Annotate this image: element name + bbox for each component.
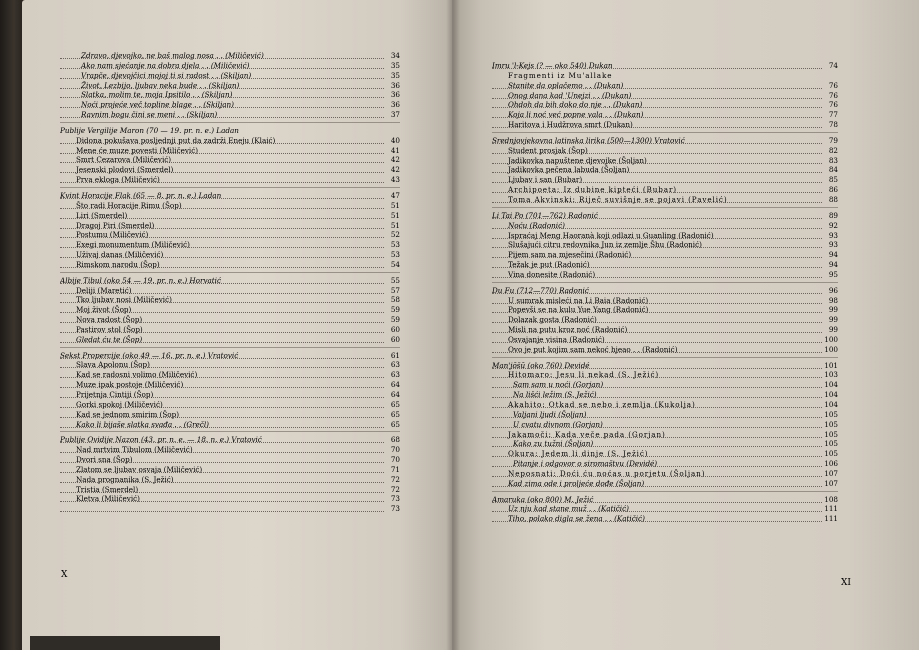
toc-entry bbox=[60, 465, 400, 475]
toc-entry bbox=[492, 175, 838, 185]
toc-entry-page: 73 bbox=[390, 494, 400, 504]
toc-entry-page: 59 bbox=[390, 315, 400, 325]
toc-entry bbox=[492, 325, 838, 335]
toc-entry-title: Težak je put (Radonić) bbox=[508, 260, 590, 270]
toc-entry bbox=[60, 221, 400, 231]
toc-entry-page: 78 bbox=[828, 120, 838, 130]
toc-entry-page: 65 bbox=[390, 409, 400, 419]
toc-entry-page: 82 bbox=[828, 145, 838, 155]
toc-entry bbox=[60, 61, 400, 71]
toc-entry bbox=[60, 81, 400, 91]
toc-entry-page: 111 bbox=[824, 504, 838, 514]
toc-section-heading bbox=[60, 126, 400, 136]
toc-entry-title: Postumu (Miličević) bbox=[76, 230, 149, 240]
toc-entry-page: 86 bbox=[828, 185, 838, 195]
toc-entry-title: U cvatu divnom (Gorjan) bbox=[513, 419, 603, 429]
toc-entry-title: Kako zu tužni (Šoljan) bbox=[513, 439, 594, 449]
toc-entry-title: Neposnati: Doći ću noćas u porjetu (Šoljan) bbox=[508, 468, 706, 478]
toc-entry-title: Rimskom narodu (Šop) bbox=[76, 259, 160, 269]
toc-entry-title: Pitanje i odgovor o siromaštvu (Devidé) bbox=[513, 459, 658, 469]
toc-entry-title: Mene će muze povesti (Miličević) bbox=[76, 145, 199, 155]
toc-entry bbox=[60, 400, 400, 410]
toc-entry bbox=[60, 420, 400, 430]
toc-section-heading bbox=[60, 351, 400, 361]
toc-entry bbox=[492, 270, 838, 280]
toc-entry bbox=[60, 201, 400, 211]
section-divider bbox=[60, 431, 400, 432]
toc-entry bbox=[492, 420, 838, 430]
toc-entry-title: Fragmenti iz Mu'allake bbox=[508, 70, 613, 80]
toc-entry bbox=[60, 390, 400, 400]
toc-entry-title: Život, Lezbijo, ljubav neka bude . . (Skiljan) bbox=[81, 80, 240, 90]
toc-entry-page: 105 bbox=[824, 429, 838, 439]
section-divider bbox=[60, 272, 400, 273]
toc-entry-page: 51 bbox=[390, 220, 400, 230]
toc-entry-title: Kako li bijaše slatka svađa . . (Grečl) bbox=[76, 419, 209, 429]
toc-entry bbox=[492, 221, 838, 231]
toc-entry bbox=[60, 315, 400, 325]
toc-entry-page: 40 bbox=[390, 135, 400, 145]
toc-entry-title: Ako nam sjećanje na dobra djela . . (Miličević) bbox=[81, 60, 250, 70]
toc-entry bbox=[60, 240, 400, 250]
toc-entry-title: Sam sam u noći (Gorjan) bbox=[513, 380, 604, 390]
shadow-strip bbox=[30, 636, 220, 650]
toc-entry bbox=[60, 504, 400, 514]
toc-entry bbox=[492, 459, 838, 469]
toc-entry bbox=[60, 146, 400, 156]
toc-entry-page: 59 bbox=[390, 305, 400, 315]
toc-entry-title: Tko ljubav nosi (Miličević) bbox=[76, 295, 172, 305]
toc-entry bbox=[492, 430, 838, 440]
toc-entry bbox=[492, 100, 838, 110]
toc-entry bbox=[60, 110, 400, 120]
toc-entry-title: Muze ipak postoje (Miličević) bbox=[76, 380, 184, 390]
toc-entry-title: Exegi monumentum (Miličević) bbox=[76, 240, 190, 250]
toc-entry bbox=[492, 335, 838, 345]
toc-entry-title: Ispraćaj Meng Haoranà koji odlazi u Guanling (Radonić) bbox=[508, 230, 714, 240]
toc-entry-title: Ovo je put kojim sam nekoć hjeao . . (Radonić) bbox=[508, 344, 678, 354]
toc-entry-title: Misli na putu kroz noć (Radonić) bbox=[508, 325, 628, 335]
toc-entry bbox=[60, 370, 400, 380]
toc-entry-title: Amaruka (oko 800) M. Ježić bbox=[492, 494, 594, 504]
toc-entry-page: 95 bbox=[828, 269, 838, 279]
section-divider bbox=[492, 357, 838, 358]
toc-entry bbox=[492, 410, 838, 420]
toc-entry bbox=[60, 211, 400, 221]
toc-entry-title: Ohdoh da bih doko do nje . . (Dukan) bbox=[508, 100, 643, 110]
toc-entry-page: 100 bbox=[824, 334, 838, 344]
toc-entry-title: Srednjovjekovna latinska lirika (500—1300) Vratović bbox=[492, 135, 685, 145]
toc-entry-page: 108 bbox=[824, 494, 838, 504]
toc-entry-title: U sumrak misleći na Li Baia (Radonić) bbox=[508, 295, 649, 305]
toc-entry-page: 36 bbox=[390, 90, 400, 100]
toc-entry-title: Hitomaro: Jesu li nekad (S. Ježić) bbox=[508, 370, 660, 380]
toc-entry-page: 64 bbox=[390, 390, 400, 399]
section-divider bbox=[60, 347, 400, 348]
toc-entry bbox=[60, 380, 400, 390]
toc-entry bbox=[60, 175, 400, 185]
toc-entry-page: 101 bbox=[824, 360, 838, 370]
toc-entry-page: 107 bbox=[824, 468, 838, 478]
toc-entry-title: Stanite da oplačemo . . (Dukan) bbox=[508, 80, 624, 90]
toc-entry-page: 77 bbox=[828, 110, 838, 120]
toc-entry-page: 57 bbox=[390, 285, 400, 295]
toc-entry-title: Slušajući citru redovnika Jun iz zemlje Šhu (Radonić) bbox=[508, 240, 702, 250]
toc-entry-page: 105 bbox=[824, 449, 838, 459]
toc-entry-page: 107 bbox=[824, 478, 838, 488]
toc-entry bbox=[60, 335, 400, 345]
toc-entry-title: Slava Apolonu (Šop) bbox=[76, 360, 150, 370]
toc-entry-title: Kletva (Miličević) bbox=[76, 494, 140, 504]
toc-entry-title: Kad zima ode i proljeće dođe (Šoljan) bbox=[508, 478, 645, 488]
toc-entry-page: 65 bbox=[390, 419, 400, 429]
toc-entry-title: Imru 'l-Kejs (? — oko 540) Dukan bbox=[492, 61, 613, 70]
toc-entry bbox=[492, 390, 838, 400]
toc-entry bbox=[492, 156, 838, 166]
toc-entry-title: Li Tai Po (701—762) Radonić bbox=[492, 210, 598, 220]
toc-entry-page: 60 bbox=[390, 324, 400, 334]
toc-entry-page: 53 bbox=[390, 240, 400, 250]
toc-entry bbox=[492, 315, 838, 325]
toc-entry-page: 105 bbox=[824, 419, 838, 429]
toc-entry bbox=[492, 110, 838, 120]
toc-entry bbox=[492, 296, 838, 306]
toc-entry-page: 35 bbox=[390, 70, 400, 80]
toc-entry bbox=[60, 155, 400, 165]
toc-entry-page: 98 bbox=[828, 295, 838, 305]
toc-entry-title: Valjani ljudi (Šoljan) bbox=[513, 409, 587, 419]
toc-entry bbox=[60, 100, 400, 110]
toc-section-heading bbox=[492, 211, 838, 221]
toc-entry-page: 68 bbox=[390, 435, 400, 445]
toc-entry-title: Popevši se na kulu Yue Yang (Radonić) bbox=[508, 305, 649, 315]
toc-entry-page: 60 bbox=[390, 334, 400, 344]
toc-section-heading bbox=[492, 61, 838, 71]
toc-entry-title: Osvajanje visina (Radonić) bbox=[508, 334, 605, 344]
toc-entry-title: Dragoj Piri (Smerdel) bbox=[76, 220, 155, 230]
toc-entry-page: 104 bbox=[824, 380, 838, 390]
toc-entry-page: 104 bbox=[824, 390, 838, 400]
toc-entry-page: 99 bbox=[828, 325, 838, 335]
toc-entry-title: Gledat ću te (Šop) bbox=[76, 334, 143, 344]
toc-entry-title: Zdravo, djevojko, ne baš malog nosa . . (Miličević) bbox=[81, 51, 264, 60]
section-divider bbox=[492, 282, 838, 283]
toc-section-heading bbox=[492, 136, 838, 146]
toc-entry-page: 106 bbox=[824, 459, 838, 469]
section-divider bbox=[60, 187, 400, 188]
toc-entry-page: 74 bbox=[828, 61, 838, 70]
toc-entry-title: Na lišći ležim (S. Ježić) bbox=[513, 390, 597, 400]
toc-entry-title: Noći projeće več topline blage . . (Skiljan) bbox=[81, 100, 234, 110]
toc-entry bbox=[60, 305, 400, 315]
toc-entry bbox=[492, 260, 838, 270]
toc-entry-page: 70 bbox=[390, 455, 400, 465]
toc-entry-title: Vina donesite (Radonić) bbox=[508, 269, 596, 279]
toc-section-heading bbox=[492, 495, 838, 505]
toc-entry-title: Noću (Radonić) bbox=[508, 220, 565, 230]
toc-entry-page: 63 bbox=[390, 370, 400, 380]
toc-entry bbox=[60, 410, 400, 420]
toc-entry-title: Koja li noć već popne vala . . (Dukan) bbox=[508, 110, 644, 120]
toc-entry bbox=[492, 370, 838, 380]
dot-leader bbox=[60, 504, 384, 512]
toc-entry-title: Du Fu (712—770) Radonić bbox=[492, 285, 589, 295]
toc-entry-page: 54 bbox=[390, 259, 400, 269]
toc-entry-title: Publije Vergilije Maron (70 — 19. pr. n. e.) Ladan bbox=[60, 125, 239, 135]
toc-section-heading bbox=[60, 435, 400, 445]
toc-entry bbox=[60, 250, 400, 260]
toc-entry-page: 103 bbox=[824, 370, 838, 380]
toc-entry-page: 42 bbox=[390, 165, 400, 175]
toc-entry-page: 37 bbox=[390, 110, 400, 120]
toc-entry-title: Uživaj danas (Miličević) bbox=[76, 250, 164, 260]
toc-entry-page: 43 bbox=[390, 175, 400, 185]
toc-entry-page: 65 bbox=[390, 399, 400, 409]
toc-entry-page: 99 bbox=[828, 305, 838, 315]
toc-entry-title: Kad se jednom smirim (Šop) bbox=[76, 409, 180, 419]
toc-entry bbox=[60, 286, 400, 296]
toc-entry-page: 70 bbox=[390, 445, 400, 455]
toc-entry-page: 63 bbox=[390, 360, 400, 370]
toc-entry-page: 104 bbox=[824, 400, 838, 409]
toc-entry-page: 61 bbox=[390, 350, 400, 360]
toc-section-heading bbox=[60, 276, 400, 286]
toc-entry-page: 71 bbox=[390, 464, 400, 474]
toc-entry-title: Nova radost (Šop) bbox=[76, 315, 143, 325]
left-page-folio: X bbox=[61, 570, 68, 580]
toc-entry-title: Tristia (Smerdel) bbox=[76, 484, 139, 494]
toc-entry-page: 72 bbox=[390, 474, 400, 484]
toc-entry-page: 72 bbox=[390, 484, 400, 494]
toc-entry-page: 35 bbox=[390, 60, 400, 70]
toc-entry-page: 94 bbox=[828, 250, 838, 260]
toc-entry-title: Didona pokušava posljednji put da zadrži Eneju (Klaić) bbox=[76, 135, 276, 145]
toc-entry bbox=[492, 504, 838, 514]
toc-entry bbox=[60, 295, 400, 305]
toc-entry-title: Slatka, molim te, moja Ipsitilo . . (Skiljan) bbox=[81, 90, 233, 100]
toc-entry-page: 94 bbox=[828, 260, 838, 270]
toc-entry-page: 53 bbox=[390, 250, 400, 260]
toc-entry bbox=[60, 51, 400, 61]
book-gutter bbox=[446, 0, 460, 650]
toc-entry bbox=[492, 514, 838, 524]
toc-entry-title: Man'jōšū (oko 760) Devidé bbox=[492, 360, 590, 370]
toc-entry-title: Gorki spokoj (Miličević) bbox=[76, 399, 163, 409]
toc-entry-title: Sekst Propercije (oko 49 — 16. pr. n. e.) Vratović bbox=[60, 350, 239, 360]
toc-entry bbox=[492, 400, 838, 410]
toc-entry-title: Zlatom se ljubav osvaja (Miličević) bbox=[76, 464, 203, 474]
toc-entry bbox=[60, 165, 400, 175]
toc-entry-title: Nad mrtvim Tibulom (Miličević) bbox=[76, 445, 193, 455]
toc-entry bbox=[492, 250, 838, 260]
toc-entry-page: 73 bbox=[390, 504, 400, 514]
section-divider bbox=[492, 207, 838, 208]
toc-entry bbox=[60, 136, 400, 146]
toc-entry bbox=[492, 439, 838, 449]
toc-entry-page: 76 bbox=[828, 80, 838, 90]
toc-entry bbox=[492, 71, 838, 81]
toc-entry bbox=[492, 380, 838, 390]
toc-entry-title: Jadikovka napuštene djevojke (Šoljan) bbox=[508, 155, 647, 165]
right-table-of-contents bbox=[492, 58, 838, 524]
toc-entry-title: Archipoeta: Iz dubine kipteći (Bubar) bbox=[508, 185, 677, 195]
toc-entry-title bbox=[60, 504, 76, 513]
toc-entry-page: 99 bbox=[828, 315, 838, 325]
toc-entry-title: Moj život (Šop) bbox=[76, 305, 132, 315]
toc-entry-page: 36 bbox=[390, 100, 400, 110]
toc-entry bbox=[492, 195, 838, 205]
toc-entry-page: 100 bbox=[824, 344, 838, 354]
toc-entry-title: Vrapče, djevojčici mojoj ti si radost . . (Skiljan) bbox=[81, 70, 252, 80]
toc-entry-title: Deliji (Maretić) bbox=[76, 285, 132, 295]
toc-entry-page: 88 bbox=[828, 194, 838, 204]
toc-entry-title: Okura: Jedem li dinje (S. Ježić) bbox=[508, 449, 649, 459]
section-divider bbox=[60, 122, 400, 123]
toc-entry-title: Jesenski plodovi (Smerdel) bbox=[76, 165, 174, 175]
toc-entry bbox=[492, 81, 838, 91]
toc-section-heading bbox=[492, 361, 838, 371]
toc-entry-title: Smrt Cezarova (Miličević) bbox=[76, 155, 172, 165]
left-table-of-contents bbox=[60, 51, 400, 514]
toc-entry bbox=[492, 231, 838, 241]
toc-entry-title: Haritova i Hudžrova smrt (Dukan) bbox=[508, 120, 633, 130]
toc-entry bbox=[492, 469, 838, 479]
toc-entry-title: Kvint Horacije Flak (65 — 8. pr. n. e.) Ladan bbox=[60, 190, 222, 200]
toc-entry bbox=[492, 120, 838, 130]
toc-entry-page: 47 bbox=[390, 190, 400, 200]
toc-entry-title: Publije Ovidije Nazon (43. pr. n. e. — 18. n. e.) Vratović bbox=[60, 435, 262, 445]
toc-entry-page: 89 bbox=[828, 210, 838, 220]
toc-entry-title: Ravnim bogu čini se meni . . (Skiljan) bbox=[81, 110, 218, 120]
toc-entry bbox=[60, 485, 400, 495]
toc-entry-title: Ljubav i san (Bubar) bbox=[508, 175, 583, 185]
toc-entry bbox=[60, 445, 400, 455]
toc-entry bbox=[492, 305, 838, 315]
toc-entry-title: Onog dana kad 'Unejzi . . (Dukan) bbox=[508, 90, 632, 100]
toc-entry-page: 96 bbox=[828, 285, 838, 295]
toc-entry bbox=[492, 146, 838, 156]
toc-entry bbox=[492, 185, 838, 195]
section-divider bbox=[492, 491, 838, 492]
toc-section-heading bbox=[492, 286, 838, 296]
toc-entry-page: 76 bbox=[828, 90, 838, 100]
toc-entry-title: Kad se radosni volimo (Miličević) bbox=[76, 370, 198, 380]
toc-entry bbox=[60, 455, 400, 465]
toc-entry bbox=[492, 91, 838, 101]
toc-entry-page: 111 bbox=[824, 514, 838, 524]
toc-entry-title: Dolazak gosta (Radonić) bbox=[508, 315, 597, 325]
toc-entry-page: 105 bbox=[824, 409, 838, 419]
toc-entry-title: Prijetnja Cintiji (Šop) bbox=[76, 390, 154, 399]
toc-entry-page: 93 bbox=[828, 230, 838, 240]
section-divider bbox=[492, 132, 838, 133]
toc-entry-title: Tiho, polako digla se žena . . (Katičić) bbox=[508, 514, 645, 524]
toc-entry-title: Jadikovka pečena labuda (Šoljan) bbox=[508, 165, 630, 175]
toc-entry-title: Albije Tibul (oko 54 — 19. pr. n. e.) Horvatić bbox=[60, 275, 222, 285]
toc-entry-title: Uz nju kad stane muž . . (Katičić) bbox=[508, 504, 629, 514]
toc-entry-title: Akahito: Otkad se nebo i zemlja (Kukolja) bbox=[508, 400, 696, 409]
toc-entry-page: 83 bbox=[828, 155, 838, 165]
toc-entry bbox=[60, 71, 400, 81]
toc-entry-page: 51 bbox=[390, 210, 400, 220]
toc-entry bbox=[492, 345, 838, 355]
toc-entry-page: 51 bbox=[390, 200, 400, 210]
toc-section-heading bbox=[60, 191, 400, 201]
toc-entry-page: 42 bbox=[390, 155, 400, 165]
toc-entry-page: 76 bbox=[828, 100, 838, 110]
toc-entry bbox=[60, 260, 400, 270]
toc-entry bbox=[60, 475, 400, 485]
right-page-folio: XI bbox=[841, 578, 851, 588]
toc-entry bbox=[492, 240, 838, 250]
toc-entry-title: Liri (Smerdel) bbox=[76, 210, 128, 220]
toc-entry-title: Dvori sna (Šop) bbox=[76, 455, 133, 465]
toc-entry-title: Pastirov stol (Šop) bbox=[76, 324, 143, 334]
toc-entry-page: 85 bbox=[828, 175, 838, 185]
toc-entry-page: 93 bbox=[828, 240, 838, 250]
toc-entry bbox=[492, 479, 838, 489]
toc-entry bbox=[492, 165, 838, 175]
toc-entry-page: 58 bbox=[390, 295, 400, 305]
toc-entry-page: 41 bbox=[390, 145, 400, 155]
toc-entry-title: Nada prognanika (S. Ježić) bbox=[76, 474, 174, 484]
toc-entry bbox=[60, 360, 400, 370]
toc-entry-page: 79 bbox=[828, 135, 838, 145]
toc-entry-page: 64 bbox=[390, 380, 400, 390]
toc-entry bbox=[60, 494, 400, 504]
toc-entry bbox=[60, 325, 400, 335]
toc-entry-title: Student prosjak (Šop) bbox=[508, 145, 588, 155]
toc-entry-page: 55 bbox=[390, 275, 400, 285]
toc-entry-page: 52 bbox=[390, 230, 400, 240]
toc-entry-title: Jakamoči: Kada veče pada (Gorjan) bbox=[508, 429, 666, 439]
toc-entry-title: Toma Akvinski: Riječ suvišnje se pojavi (Pavelić) bbox=[508, 194, 728, 204]
toc-entry-page: 36 bbox=[390, 80, 400, 90]
toc-entry-title: Što radi Horacije Rimu (Šop) bbox=[76, 200, 182, 210]
toc-entry bbox=[60, 230, 400, 240]
toc-entry-title: Pijem sam na mjesečini (Radonić) bbox=[508, 250, 632, 260]
toc-entry-title: Prva ekloga (Miličević) bbox=[76, 175, 160, 185]
toc-entry bbox=[60, 90, 400, 100]
toc-entry bbox=[492, 449, 838, 459]
toc-entry-page: 84 bbox=[828, 165, 838, 175]
toc-entry-page: 92 bbox=[828, 220, 838, 230]
toc-entry-page: 34 bbox=[390, 51, 400, 60]
toc-entry-page: 105 bbox=[824, 439, 838, 449]
